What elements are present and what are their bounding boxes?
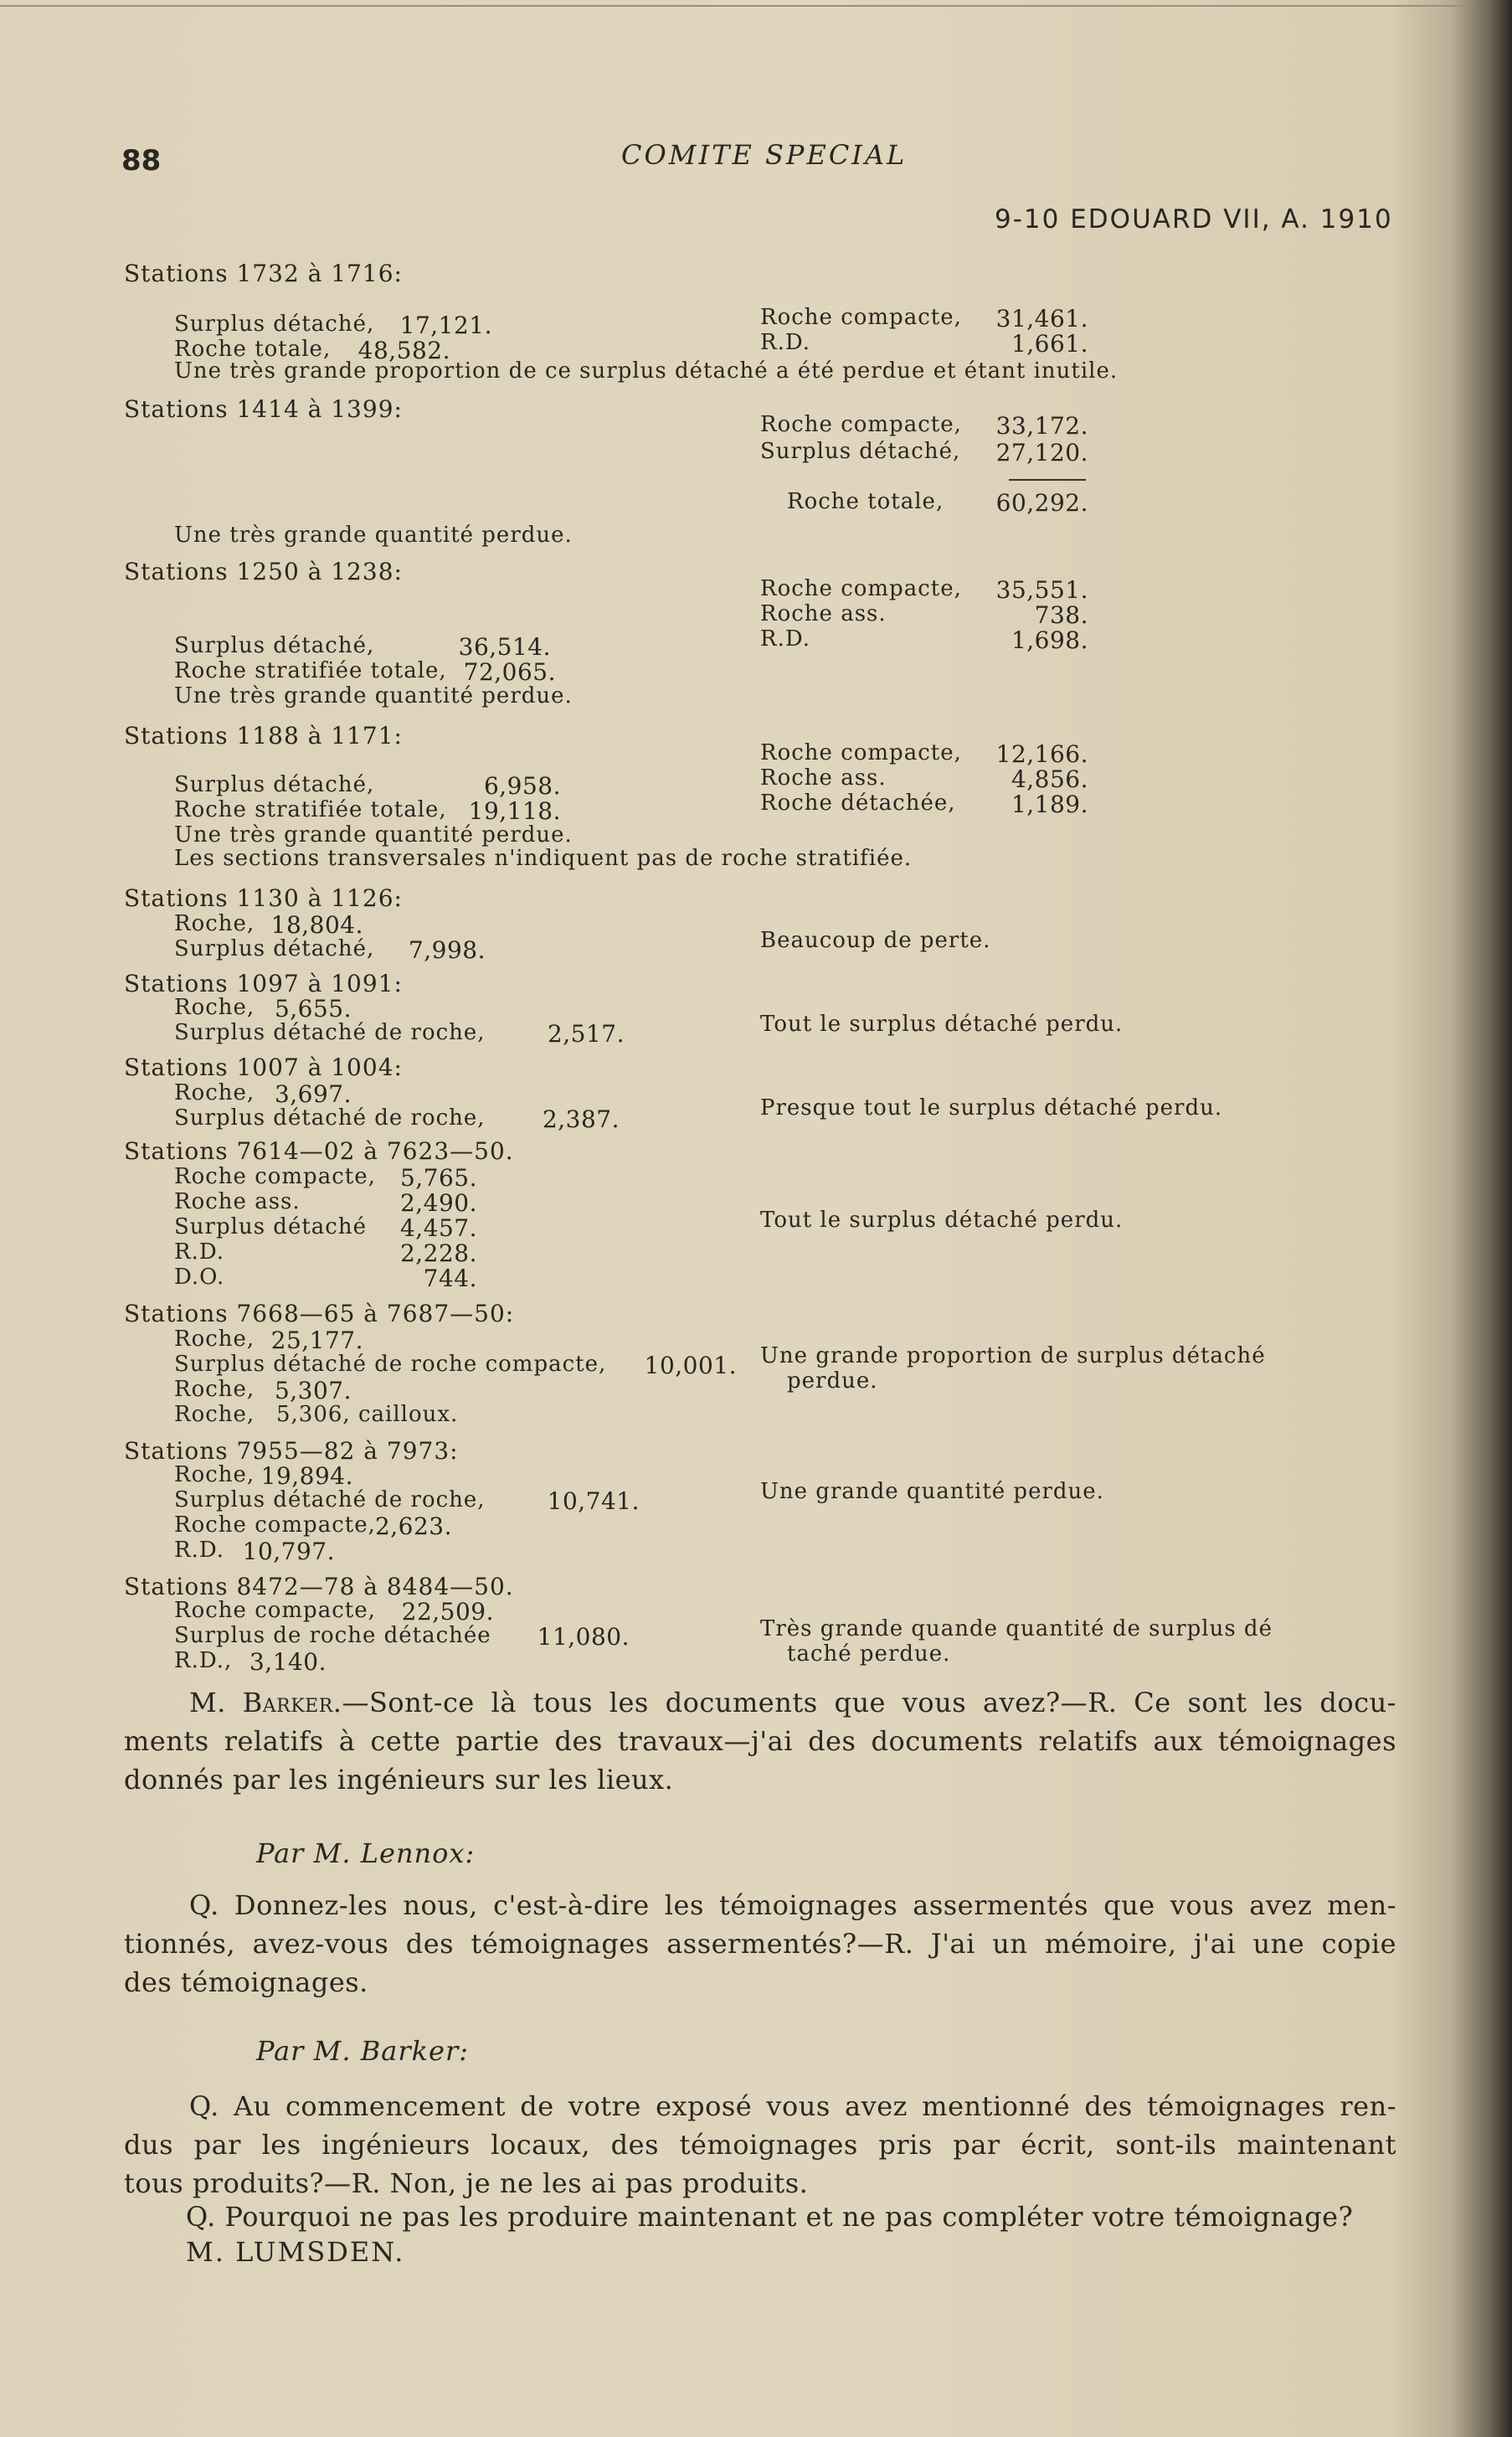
entry-value: 5,307. [274, 1377, 352, 1404]
entry-value: 10,001. [644, 1352, 737, 1379]
entry-value: 1,661. [1011, 330, 1088, 358]
speaker-line: M. LUMSDEN. [186, 2236, 405, 2268]
station-heading: Stations 1097 à 1091: [124, 970, 403, 997]
station-heading: Stations 8472—78 à 8484—50. [124, 1573, 514, 1600]
entry-value: 17,121. [399, 312, 492, 339]
entry-label: Roche compacte, [174, 1512, 376, 1538]
entry-remark: Tout le surplus détaché perdu. [760, 1208, 1124, 1233]
entry-value: 2,387. [542, 1105, 620, 1133]
entry-value: 2,623. [374, 1512, 452, 1540]
entry-value: 744. [423, 1265, 477, 1292]
entry-remark: Une grande proportion de surplus détaché [760, 1343, 1266, 1368]
paragraph-line: des témoignages. [124, 1966, 368, 1998]
entry-remark: perdue. [787, 1368, 878, 1394]
entry-remark: Tout le surplus détaché perdu. [760, 1012, 1124, 1037]
entry-label: Surplus détaché, [174, 772, 375, 797]
entry-value: 7,998. [408, 936, 486, 964]
entry-value: 10,741. [547, 1487, 640, 1515]
station-heading: Stations 7955—82 à 7973: [124, 1437, 459, 1465]
entry-note: Une très grande quantité perdue. [174, 523, 573, 548]
entry-value: 3,140. [249, 1648, 327, 1676]
entry-label: R.D. [760, 626, 811, 652]
entry-label: Roche compacte, [760, 576, 962, 601]
entry-label: R.D. [174, 1538, 225, 1563]
entry-note: Les sections transversales n'indiquent pas de roche stratifiée. [174, 846, 913, 871]
paragraph-text: —Sont-ce là tous les documents que vous avez?—R. Ce sont les docu- [342, 1687, 1396, 1718]
entry-value: 1,698. [1011, 626, 1088, 654]
entry-label: Roche compacte, [760, 305, 962, 330]
entry-value: 36,514. [458, 633, 551, 661]
entry-value: 19,894. [260, 1462, 353, 1490]
entry-value: 12,166. [995, 740, 1088, 768]
entry-remark: Presque tout le surplus détaché perdu. [760, 1095, 1223, 1121]
entry-label: D.O. [174, 1265, 225, 1290]
station-heading: Stations 7668—65 à 7687—50: [124, 1300, 515, 1327]
entry-value: 48,582. [357, 337, 450, 364]
entry-label: Surplus détaché de roche, [174, 1105, 486, 1131]
paragraph-line: dus par les ingénieurs locaux, des témoignages pris par écrit, sont-ils maintenant [124, 2129, 1396, 2161]
entry-value: 3,697. [274, 1080, 352, 1108]
entry-remark: Beaucoup de perte. [760, 928, 991, 953]
entry-label: Roche totale, [174, 337, 332, 362]
station-heading: Stations 1250 à 1238: [124, 558, 403, 585]
paragraph-line: Q. Donnez-les nous, c'est-à-dire les témoignages assermentés que vous avez men- [189, 1889, 1396, 1921]
entry-label: Roche stratifiée totale, [174, 797, 447, 822]
paragraph-line: donnés par les ingénieurs sur les lieux. [124, 1764, 674, 1796]
entry-value: 5,306, cailloux. [276, 1402, 459, 1427]
entry-label: Roche, [174, 1402, 255, 1427]
entry-value: 738. [1034, 601, 1088, 629]
entry-value: 33,172. [995, 412, 1088, 440]
paragraph-line: Q. Au commencement de votre exposé vous avez mentionné des témoignages ren- [189, 2090, 1396, 2122]
entry-label: Roche stratifiée totale, [174, 658, 447, 683]
entry-label: Surplus de roche détachée [174, 1623, 491, 1648]
entry-value: 1,189. [1011, 791, 1088, 818]
total-label: Roche totale, [787, 489, 944, 514]
paragraph-line: tous produits?—R. Non, je ne les ai pas produits. [124, 2167, 809, 2199]
entry-note: Une très grande proportion de ce surplus détaché a été perdue et étant inutile. [174, 358, 1119, 384]
entry-value: 25,177. [270, 1327, 363, 1354]
entry-label: Surplus détaché de roche, [174, 1487, 486, 1512]
entry-label: R.D. [174, 1239, 225, 1265]
entry-label: Surplus détaché, [760, 439, 961, 464]
entry-label: Roche, [174, 1377, 255, 1402]
station-heading: Stations 1414 à 1399: [124, 395, 403, 423]
entry-label: Roche, [174, 1080, 255, 1105]
entry-value: 6,958. [483, 772, 561, 800]
entry-value: 2,228. [399, 1239, 477, 1267]
entry-value: 31,461. [995, 305, 1088, 332]
entry-value: 18,804. [270, 911, 363, 939]
entry-value: 10,797. [242, 1538, 335, 1565]
entry-label: Surplus détaché de roche, [174, 1020, 486, 1045]
entry-note: Une très grande quantité perdue. [174, 683, 573, 708]
page-number: 88 [121, 144, 162, 178]
entry-label: Surplus détaché, [174, 312, 375, 337]
entry-label: Roche, [174, 1327, 255, 1352]
session-heading: 9-10 EDOUARD VII, A. 1910 [995, 204, 1393, 234]
entry-value: 2,490. [399, 1189, 477, 1217]
entry-value: 4,457. [399, 1214, 477, 1242]
paragraph-line [189, 1687, 1396, 1718]
entry-label: Roche compacte, [760, 740, 962, 765]
entry-label: Roche compacte, [174, 1164, 376, 1189]
paragraph-line: ments relatifs à cette partie des travaux—j'ai des documents relatifs aux témoignages [124, 1725, 1396, 1757]
station-heading: Stations 1130 à 1126: [124, 884, 403, 912]
entry-value: 2,517. [547, 1020, 625, 1048]
entry-label: Surplus détaché, [174, 936, 375, 961]
page-top-edge [0, 5, 1473, 7]
entry-value: 5,655. [274, 995, 352, 1023]
entry-value: 35,551. [995, 576, 1088, 604]
paragraph-line: tionnés, avez-vous des témoignages assermentés?—R. J'ai un mémoire, j'ai une copie [124, 1928, 1396, 1960]
entry-label: Roche ass. [760, 765, 887, 791]
entry-label: Roche ass. [760, 601, 887, 626]
station-heading: Stations 1188 à 1171: [124, 722, 403, 750]
entry-label: Roche, [174, 911, 255, 936]
entry-value: 19,118. [468, 797, 561, 825]
paragraph-line: Q. Pourquoi ne pas les produire maintenant et ne pas compléter votre témoignage? [186, 2201, 1354, 2233]
entry-value: 22,509. [401, 1598, 494, 1626]
entry-note: Une très grande quantité perdue. [174, 822, 573, 848]
entry-remark: taché perdue. [787, 1641, 951, 1667]
entry-label: Roche compacte, [760, 412, 962, 437]
entry-value: 72,065. [463, 658, 556, 686]
entry-remark: Une grande quantité perdue. [760, 1479, 1104, 1504]
entry-label: R.D., [174, 1648, 233, 1673]
entry-value: 27,120. [995, 439, 1088, 466]
section-heading: Par M. Lennox: [256, 1837, 476, 1869]
entry-label: Roche compacte, [174, 1598, 376, 1623]
station-heading: Stations 1732 à 1716: [124, 260, 403, 287]
entry-value: 11,080. [537, 1623, 630, 1651]
sum-rule [1009, 479, 1086, 481]
section-heading: Par M. Barker: [256, 2035, 470, 2067]
entry-label: Surplus détaché [174, 1214, 367, 1239]
entry-label: Surplus détaché de roche compacte, [174, 1352, 607, 1377]
entry-label: R.D. [760, 330, 811, 355]
entry-label: Surplus détaché, [174, 633, 375, 658]
total-value: 60,292. [995, 489, 1088, 517]
entry-value: 5,765. [399, 1164, 477, 1192]
entry-label: Roche détachée, [760, 791, 956, 816]
entry-remark: Très grande quande quantité de surplus dé [760, 1616, 1273, 1641]
entry-value: 4,856. [1011, 765, 1088, 793]
speaker-name: M. Barker. [189, 1687, 342, 1718]
running-title: COMITE SPECIAL [621, 139, 908, 171]
station-heading: Stations 7614—02 à 7623—50. [124, 1137, 514, 1165]
entry-label: Roche, [174, 1462, 255, 1487]
entry-label: Roche, [174, 995, 255, 1020]
entry-label: Roche ass. [174, 1189, 301, 1214]
station-heading: Stations 1007 à 1004: [124, 1054, 403, 1081]
